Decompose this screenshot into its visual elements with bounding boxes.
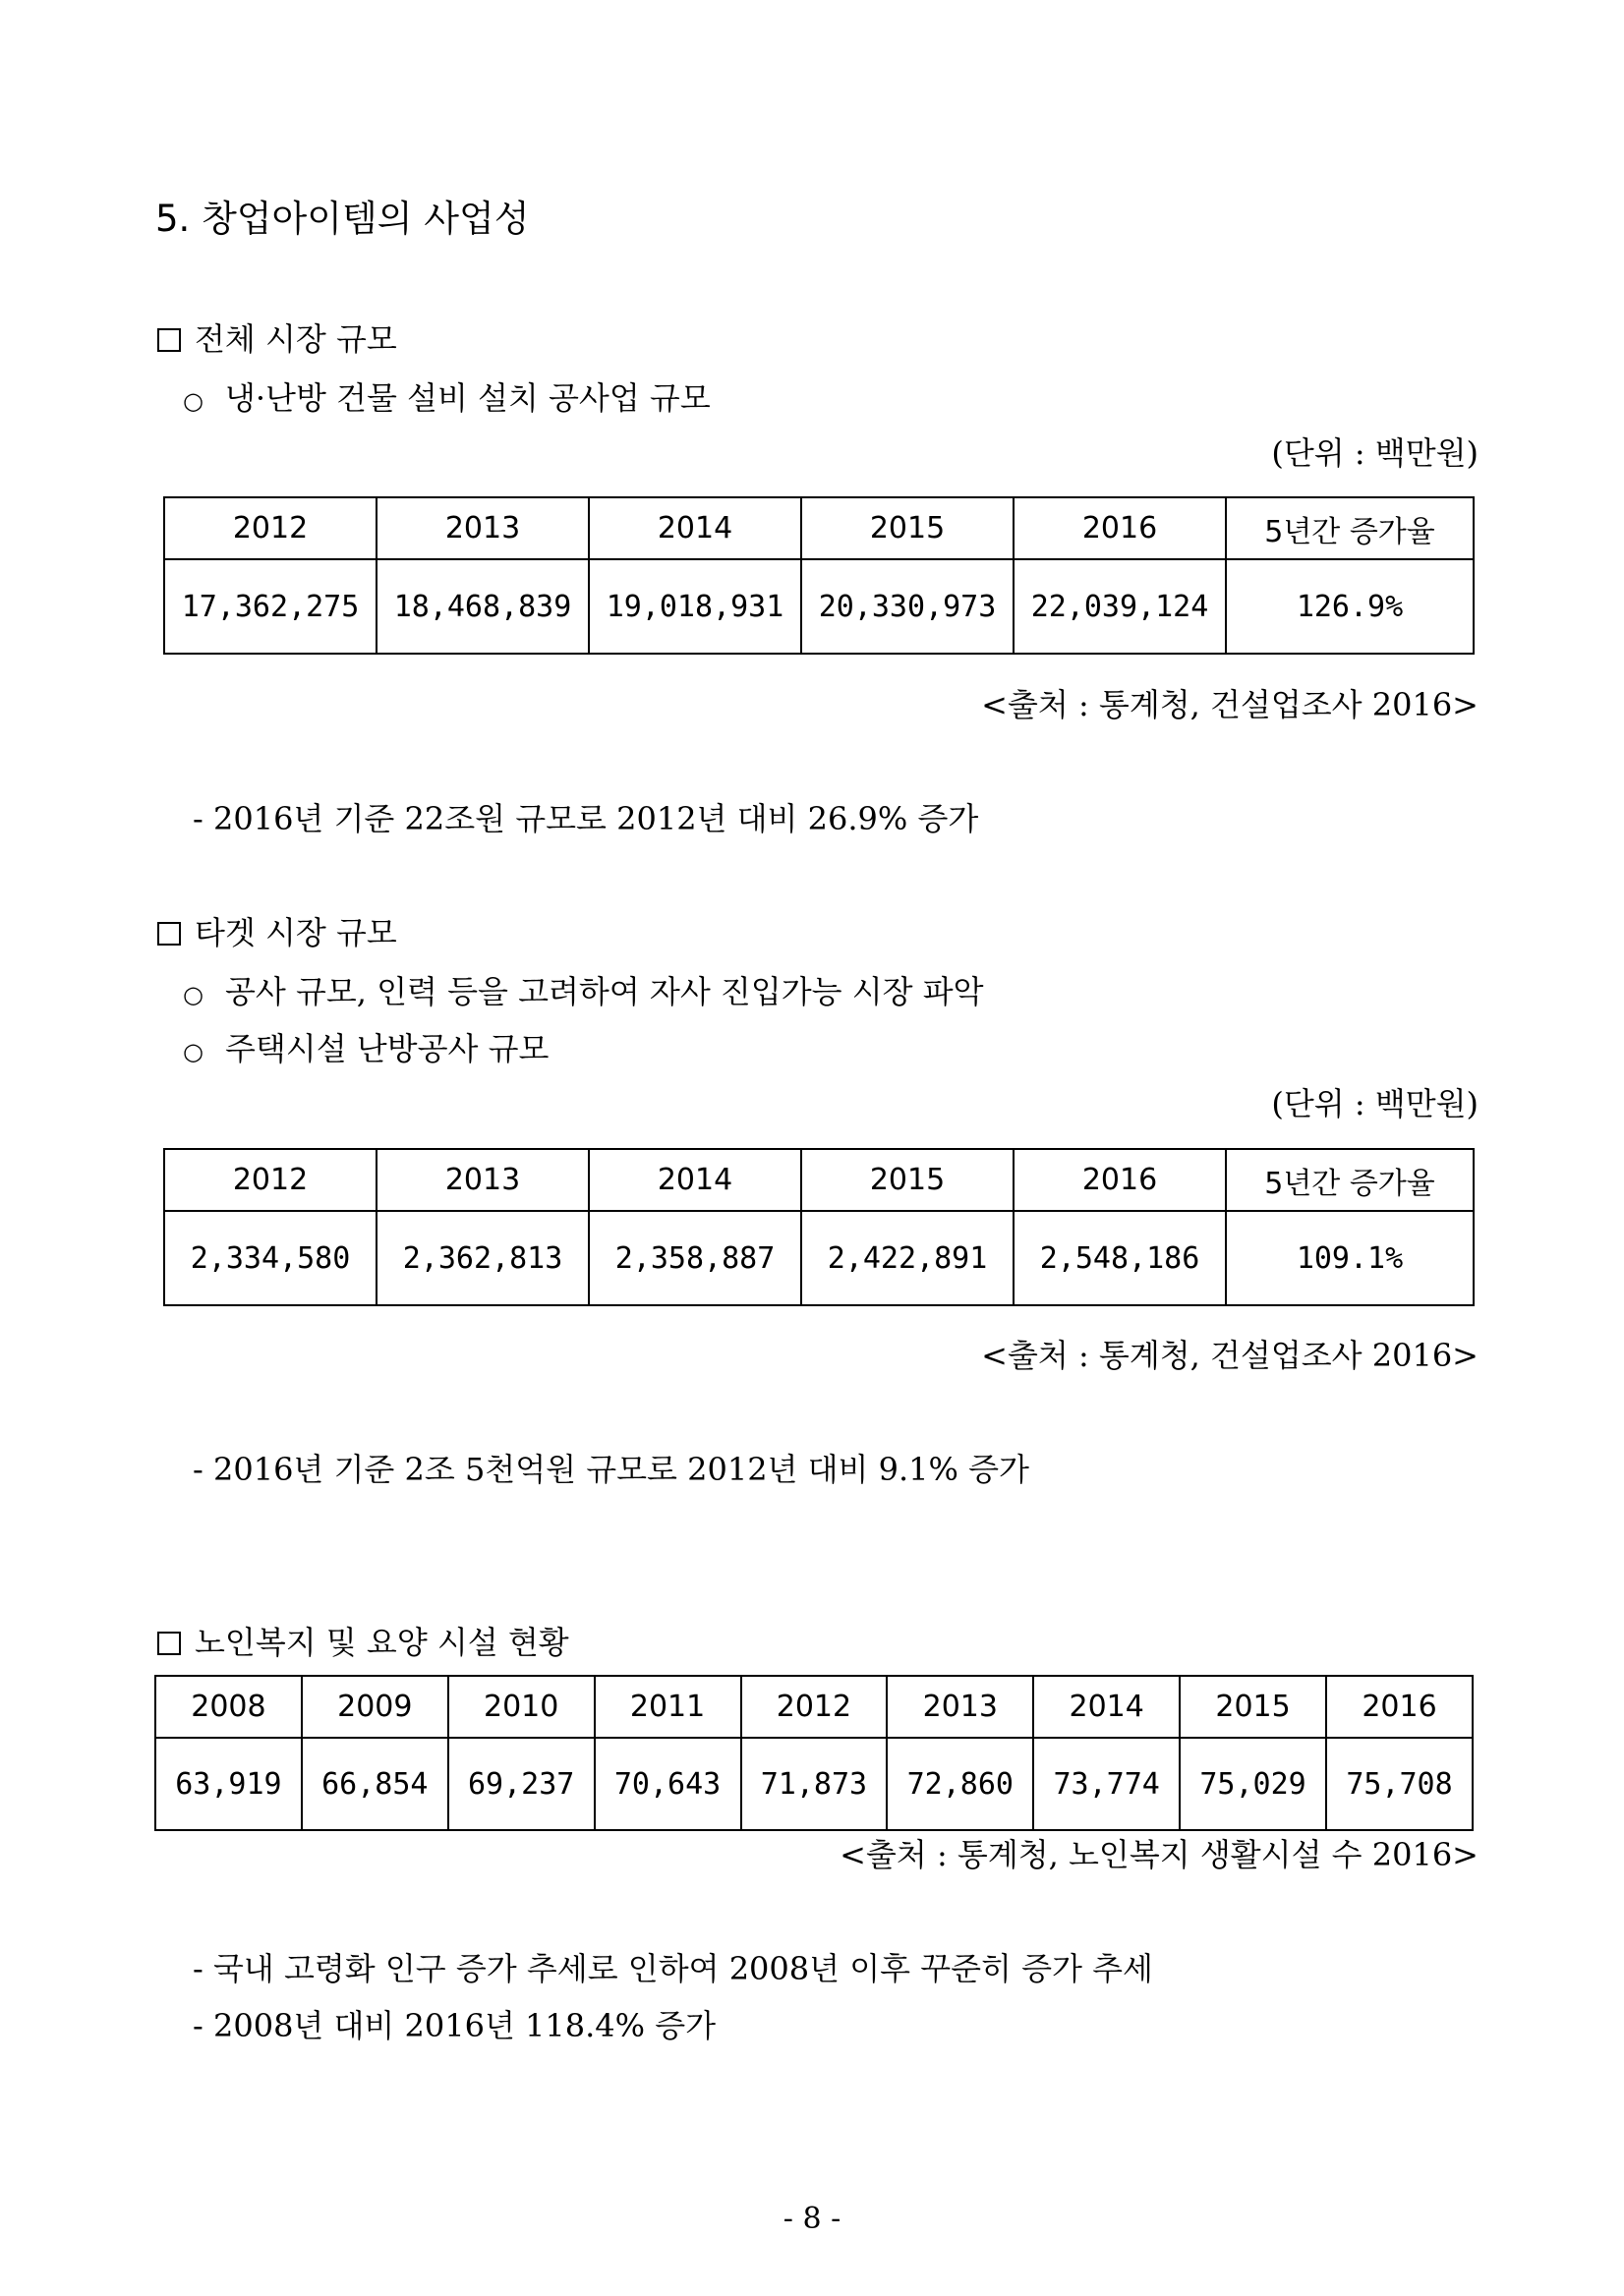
source-citation: <출처 : 통계청, 건설업조사 2016> xyxy=(981,686,1479,723)
table-header-cell: 5년간 증가율 xyxy=(1226,497,1474,559)
section-heading-target-market xyxy=(157,908,397,953)
table-header-row xyxy=(164,497,1474,559)
table-cell: 75,029 xyxy=(1180,1738,1326,1830)
section-heading-text: 전체 시장 규모 xyxy=(195,320,397,358)
table-cell: 72,860 xyxy=(887,1738,1033,1830)
table-header-cell: 2013 xyxy=(377,497,589,559)
page-number: - 8 - xyxy=(783,2202,841,2236)
summary-note: - 2016년 기준 2조 5천억원 규모로 2012년 대비 9.1% 증가 xyxy=(193,1451,1029,1488)
bullet-text: 공사 규모, 인력 등을 고려하여 자사 진입가능 시장 파악 xyxy=(224,973,984,1010)
bullet-item xyxy=(183,373,711,419)
table-cell: 2,334,580 xyxy=(164,1211,377,1305)
table-cell: 70,643 xyxy=(595,1738,741,1830)
table-cell: 18,468,839 xyxy=(377,559,589,654)
table-header-cell: 2015 xyxy=(801,497,1014,559)
table-cell: 109.1% xyxy=(1226,1211,1474,1305)
table-cell: 63,919 xyxy=(155,1738,302,1830)
source-citation: <출처 : 통계청, 노인복지 생활시설 수 2016> xyxy=(840,1836,1479,1873)
elderly-facilities-table xyxy=(154,1675,1474,1831)
table-header-cell: 2015 xyxy=(1180,1676,1326,1738)
table-row xyxy=(164,1211,1474,1305)
bullet-text: 냉·난방 건물 설비 설치 공사업 규모 xyxy=(224,379,711,417)
section-heading-text: 노인복지 및 요양 시설 현황 xyxy=(195,1624,569,1661)
summary-note: - 국내 고령화 인구 증가 추세로 인하여 2008년 이후 꾸준히 증가 추세 xyxy=(193,1950,1153,1987)
table-header-cell: 2012 xyxy=(164,1149,377,1211)
table-header-cell: 2010 xyxy=(448,1676,595,1738)
table-header-cell: 2008 xyxy=(155,1676,302,1738)
table-header-row xyxy=(164,1149,1474,1211)
table-cell: 22,039,124 xyxy=(1014,559,1226,654)
page-title: 5. 창업아이템의 사업성 xyxy=(155,198,530,240)
checkbox-square-icon xyxy=(157,1632,181,1655)
section-heading-total-market xyxy=(157,315,397,360)
checkbox-square-icon xyxy=(157,922,181,946)
source-citation: <출처 : 통계청, 건설업조사 2016> xyxy=(981,1337,1479,1374)
bullet-item xyxy=(183,1024,549,1069)
table-header-cell: 2016 xyxy=(1014,1149,1226,1211)
table-header-cell: 2012 xyxy=(741,1676,888,1738)
summary-note: - 2016년 기준 22조원 규모로 2012년 대비 26.9% 증가 xyxy=(193,800,979,837)
unit-label: (단위 : 백만원) xyxy=(1271,434,1479,472)
bullet-text: 주택시설 난방공사 규모 xyxy=(224,1030,550,1067)
section-heading-elderly-facilities xyxy=(157,1618,569,1663)
table-cell: 2,362,813 xyxy=(377,1211,589,1305)
bullet-item xyxy=(183,967,984,1012)
circle-bullet-icon: ○ xyxy=(183,387,203,415)
total-market-table xyxy=(163,496,1475,655)
table-cell: 126.9% xyxy=(1226,559,1474,654)
table-cell: 2,358,887 xyxy=(589,1211,801,1305)
table-cell: 69,237 xyxy=(448,1738,595,1830)
table-header-cell: 2011 xyxy=(595,1676,741,1738)
table-cell: 75,708 xyxy=(1326,1738,1473,1830)
table-cell: 17,362,275 xyxy=(164,559,377,654)
table-header-cell: 5년간 증가율 xyxy=(1226,1149,1474,1211)
target-market-table xyxy=(163,1148,1475,1306)
table-header-cell: 2016 xyxy=(1014,497,1226,559)
circle-bullet-icon: ○ xyxy=(183,1038,203,1065)
unit-label: (단위 : 백만원) xyxy=(1271,1085,1479,1122)
table-row xyxy=(155,1738,1473,1830)
table-header-cell: 2014 xyxy=(589,1149,801,1211)
table-header-cell: 2015 xyxy=(801,1149,1014,1211)
table-cell: 71,873 xyxy=(741,1738,888,1830)
table-header-cell: 2014 xyxy=(589,497,801,559)
checkbox-square-icon xyxy=(157,328,181,352)
section-heading-text: 타겟 시장 규모 xyxy=(195,914,397,951)
table-cell: 2,422,891 xyxy=(801,1211,1014,1305)
table-cell: 66,854 xyxy=(302,1738,448,1830)
table-cell: 19,018,931 xyxy=(589,559,801,654)
circle-bullet-icon: ○ xyxy=(183,981,203,1008)
table-header-cell: 2013 xyxy=(377,1149,589,1211)
table-header-cell: 2012 xyxy=(164,497,377,559)
table-cell: 20,330,973 xyxy=(801,559,1014,654)
table-header-cell: 2014 xyxy=(1033,1676,1180,1738)
table-header-cell: 2016 xyxy=(1326,1676,1473,1738)
table-header-row xyxy=(155,1676,1473,1738)
summary-note: - 2008년 대비 2016년 118.4% 증가 xyxy=(193,2007,717,2044)
table-cell: 2,548,186 xyxy=(1014,1211,1226,1305)
table-header-cell: 2009 xyxy=(302,1676,448,1738)
table-row xyxy=(164,559,1474,654)
table-header-cell: 2013 xyxy=(887,1676,1033,1738)
table-cell: 73,774 xyxy=(1033,1738,1180,1830)
